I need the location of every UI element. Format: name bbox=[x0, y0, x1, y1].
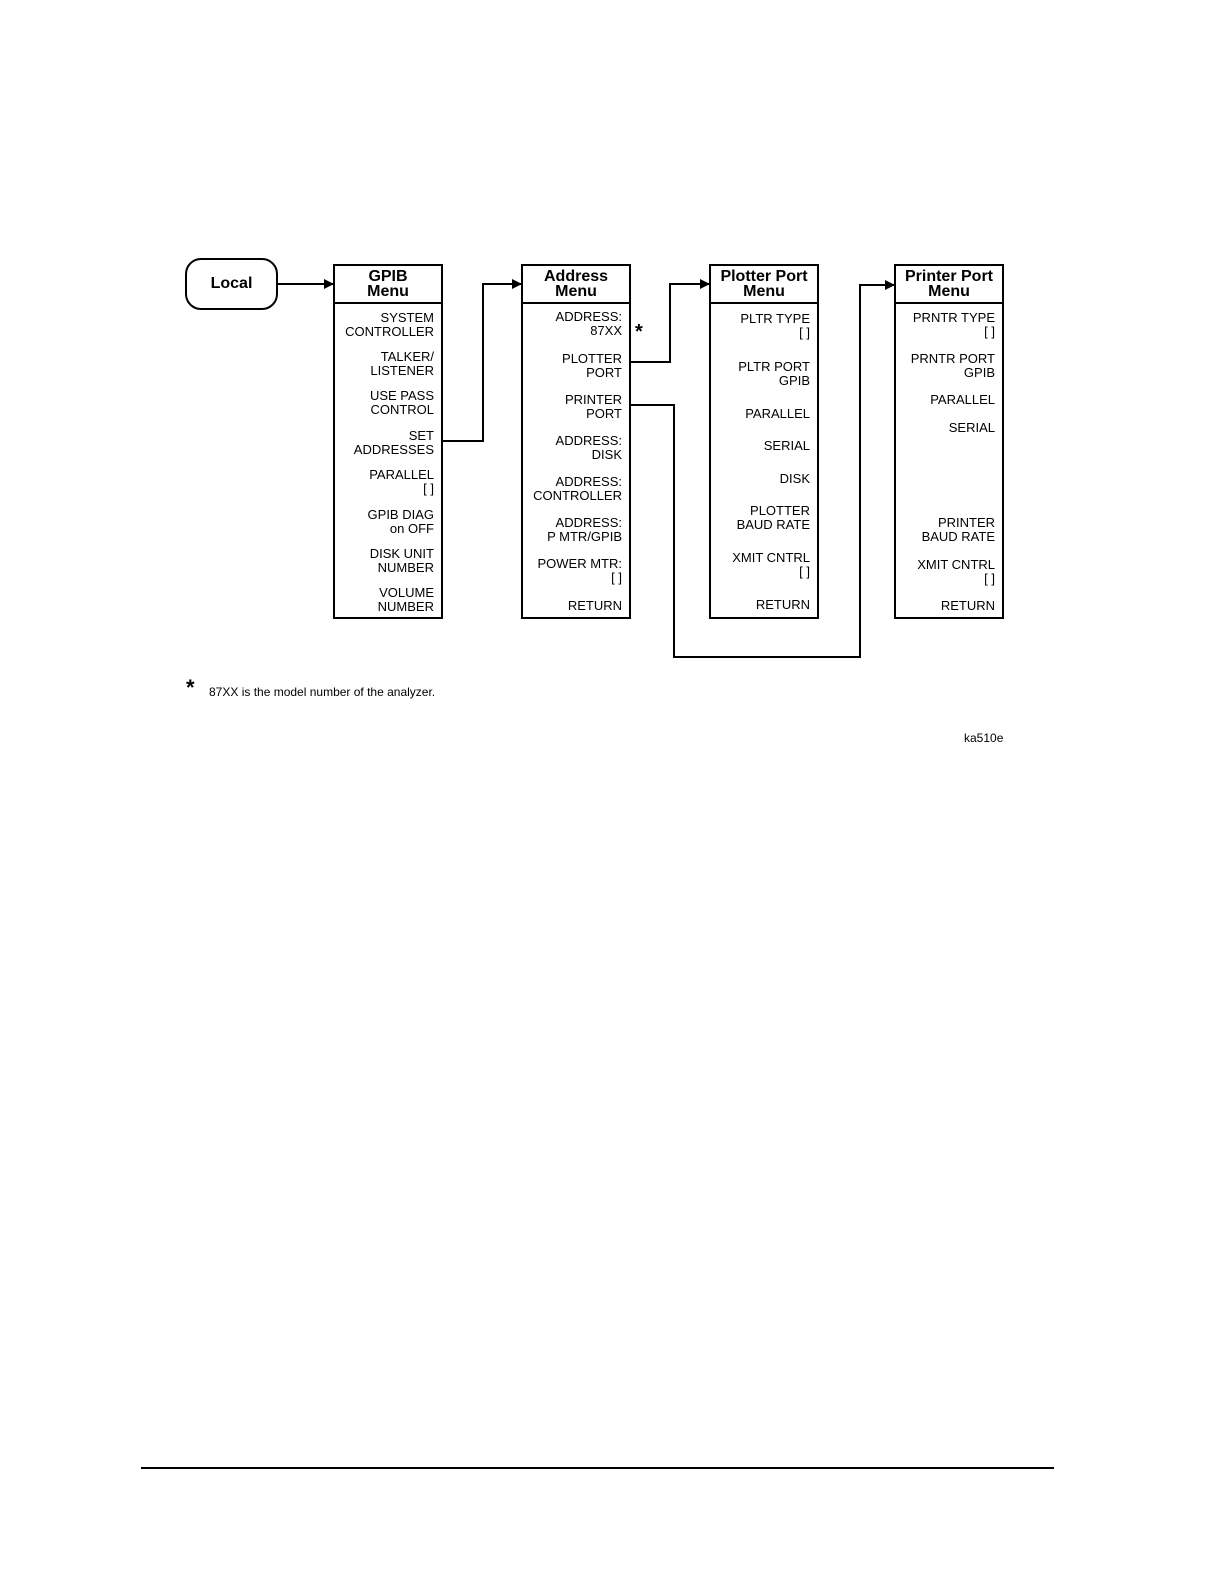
printer-item-prntr-type[interactable]: PRNTR TYPE [ ] bbox=[912, 310, 995, 339]
printer-item-parallel[interactable]: PARALLEL bbox=[930, 392, 995, 407]
plotter-item-pltr-port[interactable]: PLTR PORT GPIB bbox=[738, 359, 810, 388]
gpib-item-system-controller[interactable]: SYSTEM CONTROLLER bbox=[345, 310, 434, 339]
plotter-item-pltr-type[interactable]: PLTR TYPE [ ] bbox=[740, 311, 810, 340]
printer-item-serial[interactable]: SERIAL bbox=[948, 420, 995, 435]
address-menu bbox=[521, 264, 631, 619]
address-item-power-mtr[interactable]: POWER MTR: [ ] bbox=[537, 556, 622, 585]
figure-id: ka510e bbox=[964, 731, 1004, 745]
plotter-item-parallel[interactable]: PARALLEL bbox=[745, 406, 810, 421]
address-menu-title: Address Menu bbox=[523, 266, 629, 304]
gpib-item-disk-unit-number[interactable]: DISK UNIT NUMBER bbox=[369, 546, 434, 575]
model-footnote-marker: * bbox=[635, 321, 643, 343]
plotter-item-disk[interactable]: DISK bbox=[779, 471, 810, 486]
footnote-star: * bbox=[186, 675, 195, 700]
printer-port-menu bbox=[894, 264, 1004, 619]
address-item-disk[interactable]: ADDRESS: DISK bbox=[555, 433, 622, 462]
address-item-pmtr-gpib[interactable]: ADDRESS: P MTR/GPIB bbox=[547, 515, 622, 544]
address-item-plotter-port[interactable]: PLOTTER PORT bbox=[562, 351, 622, 380]
gpib-item-volume-number[interactable]: VOLUME NUMBER bbox=[377, 585, 434, 614]
gpib-item-use-pass-control[interactable]: USE PASS CONTROL bbox=[369, 388, 434, 417]
plotter-port-menu-title: Plotter Port Menu bbox=[711, 266, 817, 304]
page-footer-rule bbox=[141, 1467, 1054, 1469]
address-item-printer-port[interactable]: PRINTER PORT bbox=[564, 392, 622, 421]
plotter-item-return[interactable]: RETURN bbox=[755, 597, 810, 612]
address-item-controller[interactable]: ADDRESS: CONTROLLER bbox=[533, 474, 622, 503]
local-key-button[interactable]: Local bbox=[185, 258, 278, 310]
printer-port-menu-title: Printer Port Menu bbox=[896, 266, 1002, 304]
printer-item-baud-rate[interactable]: PRINTER BAUD RATE bbox=[921, 515, 995, 544]
plotter-item-xmit-cntrl[interactable]: XMIT CNTRL [ ] bbox=[732, 550, 810, 579]
gpib-menu-title: GPIB Menu bbox=[335, 266, 441, 304]
plotter-item-serial[interactable]: SERIAL bbox=[763, 438, 810, 453]
gpib-menu bbox=[333, 264, 443, 619]
printer-item-prntr-port[interactable]: PRNTR PORT GPIB bbox=[910, 351, 995, 380]
address-item-analyzer[interactable]: ADDRESS: 87XX bbox=[555, 309, 622, 338]
plotter-port-menu bbox=[709, 264, 819, 619]
gpib-item-set-addresses[interactable]: SET ADDRESSES bbox=[353, 428, 434, 457]
printer-item-return[interactable]: RETURN bbox=[940, 598, 995, 613]
gpib-item-parallel[interactable]: PARALLEL [ ] bbox=[369, 467, 434, 496]
plotter-item-baud-rate[interactable]: PLOTTER BAUD RATE bbox=[736, 503, 810, 532]
set-addresses-to-address-arrow bbox=[442, 284, 521, 441]
footnote-text: 87XX is the model number of the analyzer. bbox=[209, 685, 436, 699]
printer-item-xmit-cntrl[interactable]: XMIT CNTRL [ ] bbox=[917, 557, 995, 586]
gpib-item-talker-listener[interactable]: TALKER/ LISTENER bbox=[370, 349, 434, 378]
address-item-return[interactable]: RETURN bbox=[567, 598, 622, 613]
gpib-item-gpib-diag[interactable]: GPIB DIAG on OFF bbox=[367, 507, 434, 536]
